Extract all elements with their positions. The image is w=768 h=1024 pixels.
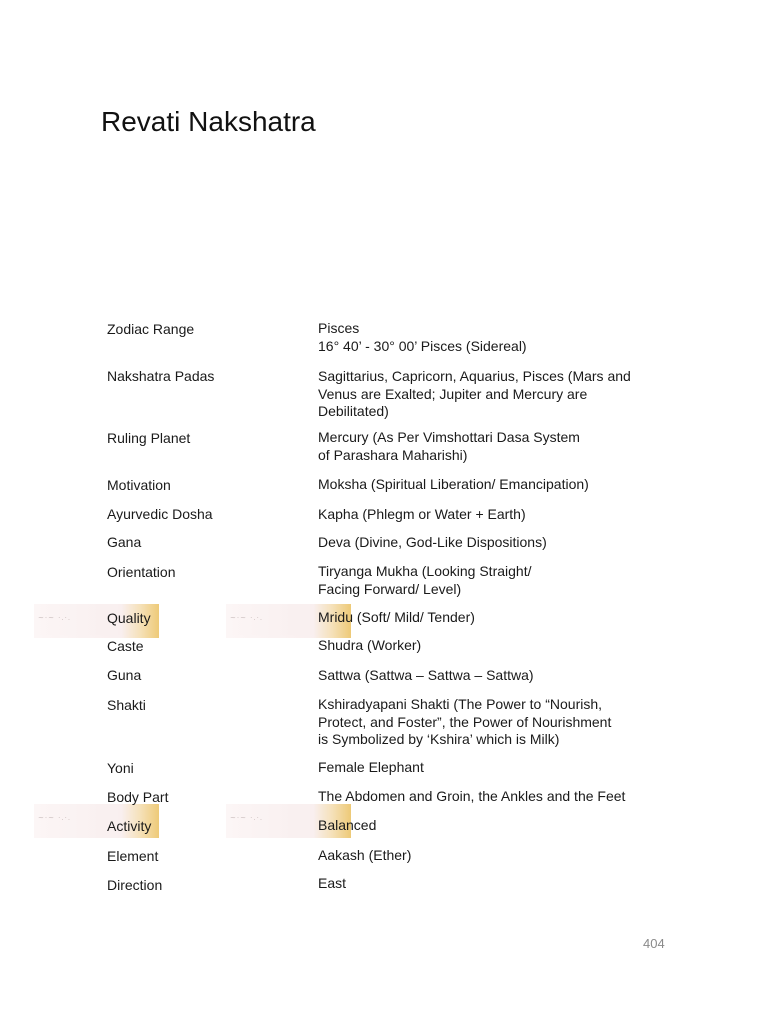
- row-value-ruling-planet: Mercury (As Per Vimshottari Dasa System of Parashara Maharishi): [318, 429, 580, 463]
- row-label-quality: Quality: [107, 610, 151, 626]
- row-label-gana: Gana: [107, 534, 142, 550]
- row-label-ruling-planet: Ruling Planet: [107, 430, 191, 446]
- row-label-shakti: Shakti: [107, 697, 146, 713]
- thumbnail-image: ~·~ ·.·.: [226, 804, 351, 838]
- thumbnail-image: ~·~ ·.·.: [34, 804, 159, 838]
- row-value-zodiac-range: Pisces 16° 40’ - 30° 00’ Pisces (Sidereal): [318, 320, 527, 354]
- row-value-activity: Balanced: [318, 817, 377, 833]
- row-label-yoni: Yoni: [107, 760, 134, 776]
- row-value-caste: Shudra (Worker): [318, 637, 422, 653]
- row-label-activity: Activity: [107, 818, 152, 834]
- row-label-element: Element: [107, 848, 159, 864]
- row-label-direction: Direction: [107, 877, 163, 893]
- row-value-ayurvedic-dosha: Kapha (Phlegm or Water + Earth): [318, 506, 526, 522]
- row-label-motivation: Motivation: [107, 477, 171, 493]
- row-value-guna: Sattwa (Sattwa – Sattwa – Sattwa): [318, 667, 534, 683]
- row-value-nakshatra-padas: Sagittarius, Capricorn, Aquarius, Pisces (Mars and Venus are Exalted; Jupiter and Mercury are Debilitated): [318, 368, 631, 419]
- page-number: 404: [643, 936, 665, 951]
- row-value-direction: East: [318, 875, 347, 891]
- thumbnail-image: ~·~ ·.·.: [34, 604, 159, 638]
- row-value-orientation: Tiryanga Mukha (Looking Straight/ Facing Forward/ Level): [318, 563, 532, 597]
- row-value-yoni: Female Elephant: [318, 759, 424, 775]
- row-label-nakshatra-padas: Nakshatra Padas: [107, 368, 215, 384]
- row-label-zodiac-range: Zodiac Range: [107, 321, 195, 337]
- row-value-quality: Mridu (Soft/ Mild/ Tender): [318, 609, 475, 625]
- row-value-element: Aakash (Ether): [318, 847, 412, 863]
- row-value-gana: Deva (Divine, God-Like Dispositions): [318, 534, 547, 550]
- row-value-motivation: Moksha (Spiritual Liberation/ Emancipation): [318, 476, 589, 492]
- row-label-orientation: Orientation: [107, 564, 176, 580]
- thumbnail-image: ~·~ ·.·.: [226, 604, 351, 638]
- row-value-body-part: The Abdomen and Groin, the Ankles and the Feet: [318, 788, 626, 804]
- row-label-guna: Guna: [107, 667, 142, 683]
- row-label-caste: Caste: [107, 638, 144, 654]
- page-title: Revati Nakshatra: [101, 106, 316, 137]
- row-label-ayurvedic-dosha: Ayurvedic Dosha: [107, 506, 213, 522]
- row-label-body-part: Body Part: [107, 789, 169, 805]
- row-value-shakti: Kshiradyapani Shakti (The Power to “Nourish, Protect, and Foster”, the Power of Nourishment is Symbolized by ‘Kshira’ which is Milk): [318, 696, 612, 747]
